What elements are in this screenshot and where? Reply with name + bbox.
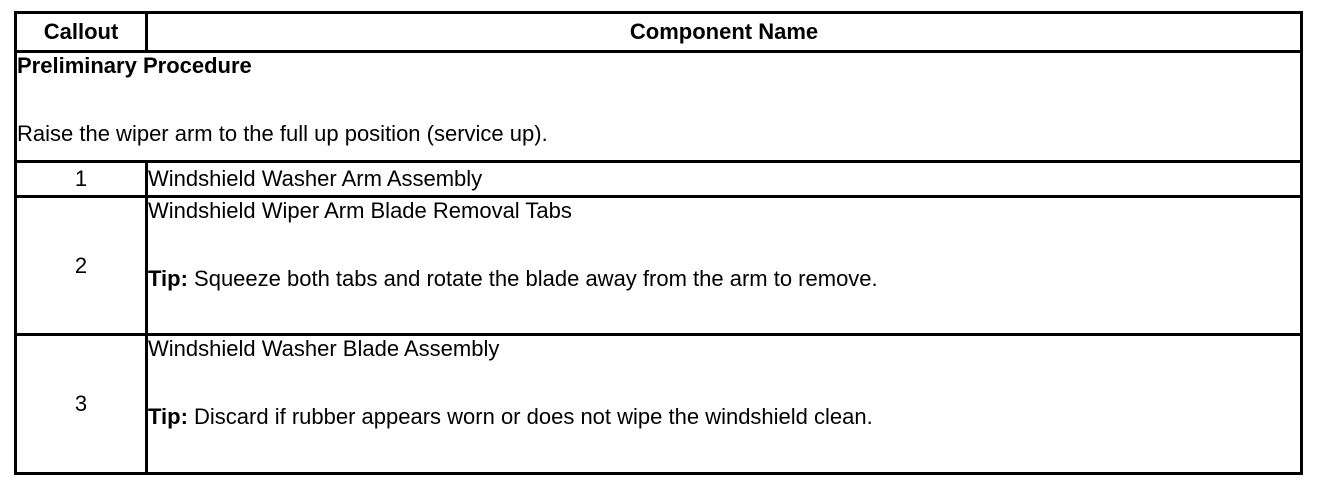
table-row [16,162,1302,197]
header-row [16,13,1302,52]
preliminary-text: Raise the wiper arm to the full up position (service up). [17,121,548,146]
component-cell [147,197,1302,335]
callout-number: 1 [16,162,147,197]
table-row [16,197,1302,335]
preliminary-title: Preliminary Procedure [17,53,252,78]
preliminary-cell [16,52,1302,162]
component-name: Windshield Washer Blade Assembly [148,336,500,361]
callout-number: 3 [16,335,147,474]
preliminary-row [16,52,1302,162]
tip-line [148,266,1300,292]
procedure-table [14,11,1303,475]
callout-number: 2 [16,197,147,335]
table-row [16,335,1302,474]
tip-label: Tip: [148,404,188,429]
tip-text: Discard if rubber appears worn or does not wipe the windshield clean. [187,404,873,429]
callout-header: Callout [16,13,147,52]
component-name-header: Component Name [147,13,1302,52]
tip-label: Tip: [148,266,188,291]
tip-text: Squeeze both tabs and rotate the blade away from the arm to remove. [187,266,878,291]
component-cell [147,335,1302,474]
component-name: Windshield Washer Arm Assembly [147,162,1302,197]
tip-line [148,404,1300,430]
component-name: Windshield Wiper Arm Blade Removal Tabs [148,198,572,223]
